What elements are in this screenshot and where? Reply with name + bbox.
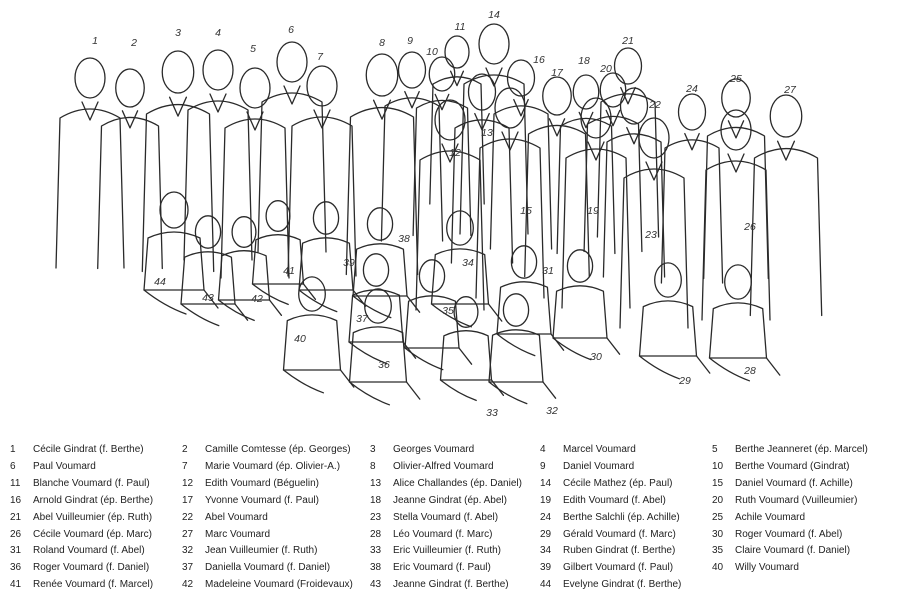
legend-entry [10, 478, 150, 490]
legend-name: Berthe Voumard (Gindrat) [735, 461, 850, 472]
legend-name: Berthe Jeanneret (ép. Marcel) [735, 444, 868, 455]
legend-name: Daniel Voumard [563, 461, 635, 472]
person-sketch [219, 217, 282, 321]
person-number-label: 11 [454, 21, 466, 33]
person-number-label: 35 [442, 305, 454, 317]
person-number-label: 6 [288, 24, 294, 36]
legend-name: Daniella Voumard (f. Daniel) [205, 562, 331, 573]
legend-entry [182, 529, 270, 541]
person-sketch [253, 201, 316, 305]
person-sketch [750, 95, 821, 316]
person-number-label: 37 [356, 313, 368, 325]
legend-number: 24 [540, 512, 552, 523]
legend-entry [540, 461, 634, 473]
legend-entry [182, 562, 330, 574]
legend-name: Madeleine Voumard (Froidevaux) [205, 579, 353, 590]
legend-number: 12 [182, 478, 194, 489]
legend-number: 1 [10, 444, 16, 455]
legend-number: 35 [712, 545, 724, 556]
person-number-label: 21 [622, 35, 634, 47]
legend-name: Ruben Gindrat (f. Berthe) [563, 545, 676, 556]
legend-number: 44 [540, 579, 552, 590]
person-sketch [288, 66, 356, 276]
person-sketch [381, 52, 442, 241]
person-number-label: 19 [587, 205, 599, 217]
legend-number: 26 [10, 529, 22, 540]
legend-entry [10, 495, 153, 507]
legend-entry [712, 562, 799, 574]
person-number-label: 39 [343, 257, 355, 269]
legend-name: Jean Vuilleumier (f. Ruth) [205, 545, 318, 556]
legend-entry [540, 495, 666, 507]
legend-entry [370, 562, 491, 574]
legend-entry [182, 545, 317, 557]
legend-entry [540, 579, 681, 591]
person-number-label: 32 [546, 405, 558, 417]
person-sketch [661, 94, 722, 283]
legend-name: Blanche Voumard (f. Paul) [33, 478, 150, 489]
legend-entry [182, 512, 268, 524]
legend-number: 36 [10, 562, 22, 573]
legend-number: 17 [182, 495, 194, 506]
legend-number: 18 [370, 495, 382, 506]
person-number-label: 26 [744, 221, 756, 233]
legend-number: 39 [540, 562, 552, 573]
legend-entry [712, 529, 842, 541]
legend-entry [712, 461, 850, 473]
legend-name: Eric Voumard (f. Paul) [393, 562, 491, 573]
person-number-label: 29 [679, 375, 691, 387]
legend-entry [540, 562, 673, 574]
person-number-label: 40 [294, 333, 306, 345]
legend-name: Gérald Voumard (f. Marc) [563, 529, 676, 540]
legend-number: 22 [182, 512, 194, 523]
legend-name: Eric Vuilleumier (f. Ruth) [393, 545, 501, 556]
legend-entry [712, 444, 868, 456]
person-number-label: 44 [154, 276, 166, 288]
legend-number: 27 [182, 529, 194, 540]
name-legend [0, 444, 898, 604]
legend-name: Achile Voumard [735, 512, 806, 523]
legend-entry [10, 512, 152, 524]
legend-name: Jeanne Gindrat (f. Berthe) [393, 579, 509, 590]
legend-entry [370, 512, 498, 524]
legend-entry [182, 579, 353, 591]
legend-name: Gilbert Voumard (f. Paul) [563, 562, 674, 573]
legend-number: 16 [10, 495, 22, 506]
legend-number: 7 [182, 461, 188, 472]
legend-entry [10, 545, 145, 557]
legend-number: 9 [540, 461, 546, 472]
legend-name: Arnold Gindrat (ép. Berthe) [33, 495, 154, 506]
legend-number: 42 [182, 579, 194, 590]
person-number-label: 42 [251, 293, 263, 305]
legend-entry [370, 545, 501, 557]
legend-name: Camille Comtesse (ép. Georges) [205, 444, 351, 455]
legend-name: Marie Voumard (ép. Olivier-A.) [205, 461, 341, 472]
legend-name: Roland Voumard (f. Abel) [33, 545, 145, 556]
person-number-label: 4 [215, 27, 221, 39]
legend-name: Cécile Mathez (ép. Paul) [563, 478, 673, 489]
person-number-label: 3 [175, 27, 181, 39]
legend-name: Cécile Gindrat (f. Berthe) [33, 444, 144, 455]
person-sketch [98, 69, 163, 269]
legend-number: 4 [540, 444, 546, 455]
legend-entry [712, 512, 805, 524]
person-number-label: 9 [407, 35, 413, 47]
legend-entry [370, 529, 492, 541]
person-number-label: 16 [533, 54, 545, 66]
legend-number: 28 [370, 529, 382, 540]
person-number-label: 14 [488, 9, 500, 21]
legend-number: 23 [370, 512, 382, 523]
legend-number: 21 [10, 512, 22, 523]
legend-entry [10, 562, 149, 574]
legend-entry [540, 545, 675, 557]
legend-number: 37 [182, 562, 194, 573]
person-number-label: 1 [92, 35, 98, 47]
legend-name: Edith Voumard (Béguelin) [205, 478, 319, 489]
legend-entry [10, 444, 144, 456]
legend-entry [182, 461, 340, 473]
legend-number: 20 [712, 495, 724, 506]
legend-number: 11 [10, 478, 21, 489]
person-number-label: 43 [202, 292, 214, 304]
legend-name: Evelyne Gindrat (f. Berthe) [563, 579, 682, 590]
legend-name: Georges Voumard [393, 444, 475, 455]
person-number-label: 7 [317, 51, 323, 63]
person-number-label: 31 [542, 265, 554, 277]
person-number-label: 27 [784, 84, 796, 96]
legend-name: Léo Voumard (f. Marc) [393, 529, 493, 540]
legend-entry [712, 478, 853, 490]
legend-entry [370, 461, 494, 473]
person-number-label: 2 [131, 37, 137, 49]
person-number-label: 34 [462, 257, 474, 269]
legend-number: 5 [712, 444, 718, 455]
legend-number: 33 [370, 545, 382, 556]
legend-number: 10 [712, 461, 724, 472]
legend-number: 34 [540, 545, 552, 556]
person-sketch [416, 100, 484, 310]
legend-number: 41 [10, 579, 22, 590]
legend-entry [10, 461, 96, 473]
legend-name: Edith Voumard (f. Abel) [563, 495, 666, 506]
legend-number: 38 [370, 562, 382, 573]
person-number-label: 28 [744, 365, 756, 377]
person-number-label: 17 [551, 67, 563, 79]
legend-number: 32 [182, 545, 194, 556]
person-number-label: 25 [730, 73, 742, 85]
person-sketch [142, 51, 213, 272]
legend-number: 8 [370, 461, 376, 472]
legend-name: Cécile Voumard (ép. Marc) [33, 529, 152, 540]
person-number-label: 20 [600, 63, 612, 75]
legend-entry [370, 579, 509, 591]
legend-entry [370, 495, 507, 507]
legend-number: 43 [370, 579, 382, 590]
legend-name: Roger Voumard (f. Daniel) [33, 562, 150, 573]
person-sketch [704, 79, 769, 279]
person-sketch [702, 110, 770, 320]
legend-entry [540, 529, 676, 541]
person-number-label: 23 [645, 229, 657, 241]
legend-number: 40 [712, 562, 724, 573]
person-sketch [56, 58, 124, 268]
person-number-label: 22 [649, 99, 661, 111]
person-number-label: 5 [250, 43, 256, 55]
legend-name: Yvonne Voumard (f. Paul) [205, 495, 319, 506]
person-number-label: 38 [398, 233, 410, 245]
person-number-label: 30 [590, 351, 602, 363]
legend-name: Daniel Voumard (f. Achille) [735, 478, 853, 489]
legend-name: Abel Vuilleumier (ép. Ruth) [33, 512, 153, 523]
legend-name: Willy Voumard [735, 562, 799, 573]
person-number-label: 8 [379, 37, 385, 49]
legend-number: 19 [540, 495, 552, 506]
legend-name: Stella Voumard (f. Abel) [393, 512, 499, 523]
person-number-label: 13 [481, 127, 493, 139]
legend-number: 31 [10, 545, 22, 556]
legend-name: Berthe Salchli (ép. Achille) [563, 512, 680, 523]
legend-number: 14 [540, 478, 552, 489]
legend-number: 13 [370, 478, 382, 489]
legend-number: 3 [370, 444, 376, 455]
person-number-label: 36 [378, 359, 390, 371]
legend-number: 30 [712, 529, 724, 540]
legend-entry [540, 444, 636, 456]
legend-entry [182, 444, 351, 456]
person-number-label: 10 [426, 46, 438, 58]
person-number-label: 33 [486, 407, 498, 419]
person-number-label: 12 [449, 147, 461, 159]
person-number-label: 24 [686, 83, 698, 95]
legend-entry [182, 478, 319, 490]
person-sketch [562, 98, 630, 308]
person-number-label: 15 [520, 205, 532, 217]
legend-number: 2 [182, 444, 188, 455]
legend-name: Jeanne Gindrat (ép. Abel) [393, 495, 507, 506]
legend-name: Alice Challandes (ép. Daniel) [393, 478, 522, 489]
person-sketch [350, 289, 420, 405]
legend-name: Paul Voumard [33, 461, 96, 472]
legend-entry [10, 579, 153, 591]
legend-entry [712, 495, 857, 507]
person-sketch [640, 263, 710, 379]
legend-number: 29 [540, 529, 552, 540]
legend-number: 25 [712, 512, 724, 523]
legend-name: Olivier-Alfred Voumard [393, 461, 494, 472]
legend-entry [540, 478, 673, 490]
legend-name: Marcel Voumard [563, 444, 636, 455]
legend-name: Renée Voumard (f. Marcel) [33, 579, 154, 590]
legend-name: Ruth Voumard (Vuilleumier) [735, 495, 858, 506]
person-sketch [184, 50, 252, 260]
person-number-label: 41 [283, 265, 295, 277]
legend-number: 15 [712, 478, 724, 489]
legend-entry [370, 444, 474, 456]
legend-entry [712, 545, 850, 557]
legend-entry [182, 495, 319, 507]
legend-entry [370, 478, 522, 490]
legend-entry [10, 529, 152, 541]
legend-name: Roger Voumard (f. Abel) [735, 529, 843, 540]
legend-number: 6 [10, 461, 16, 472]
person-number-label: 18 [578, 55, 590, 67]
legend-entry [540, 512, 680, 524]
legend-name: Claire Voumard (f. Daniel) [735, 545, 851, 556]
person-sketch [405, 260, 472, 370]
legend-name: Marc Voumard [205, 529, 271, 540]
legend-name: Abel Voumard [205, 512, 268, 523]
